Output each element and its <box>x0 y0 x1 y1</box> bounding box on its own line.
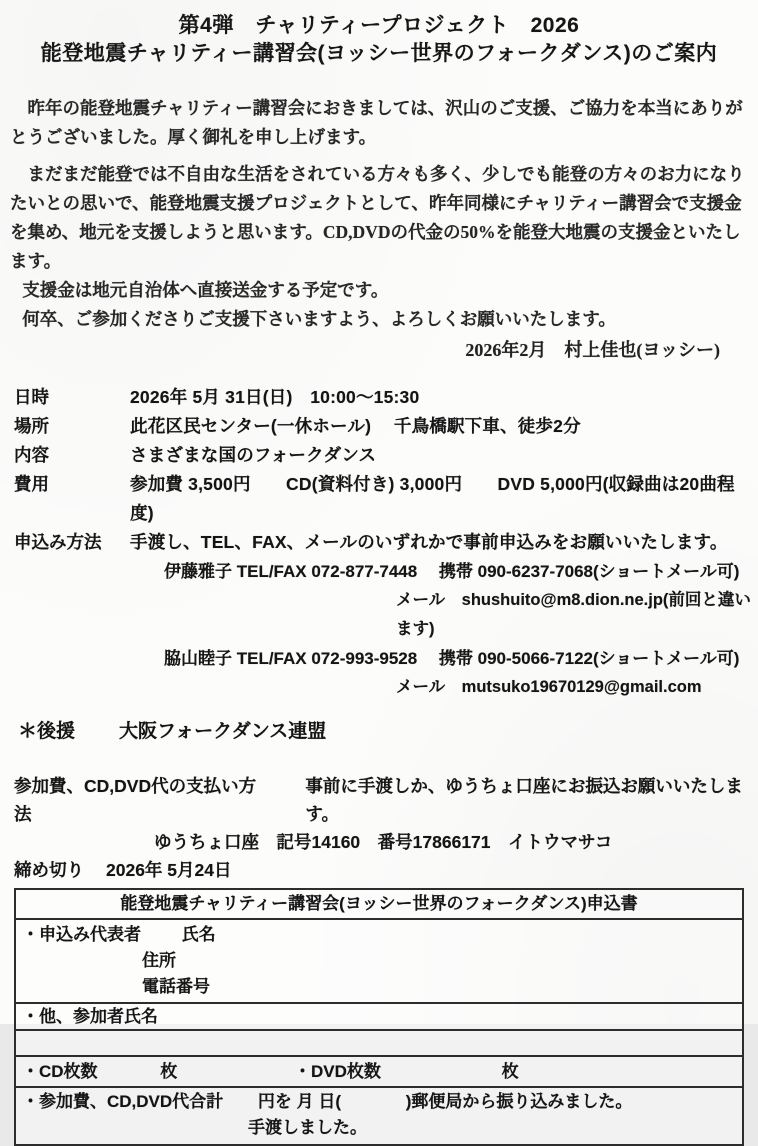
detail-value-fee: 参加費 3,500円 CD(資料付き) 3,000円 DVD 5,000円(収録曲は20曲程度) <box>130 474 735 523</box>
contact-email-ito: メール shushuito@m8.dion.ne.jp(前回と違います) <box>396 591 751 638</box>
event-details <box>14 383 758 702</box>
intro-section <box>10 94 748 334</box>
signature-line: 2026年2月 村上佳也(ヨッシー) <box>465 340 720 360</box>
form-empty-row <box>16 1029 742 1055</box>
form-others-row <box>16 1002 742 1029</box>
payment-method-label: 参加費、CD,DVD代の支払い方法 <box>14 776 257 824</box>
detail-label-datetime: 日時 <box>14 387 49 407</box>
intro-paragraph-1: 昨年の能登地震チャリティー講習会におきましては、沢山のご支援、ご協力を本当にありがとうございました。厚く御礼を申し上げます。 <box>10 98 743 147</box>
detail-row-datetime <box>14 383 758 412</box>
form-representative-label: ・申込み代表者 <box>22 925 141 944</box>
deadline-value: 2026年 5月24日 <box>106 860 232 880</box>
payment-account-line: ゆうちょ口座 記号14160 番号17866171 イトウマサコ <box>154 832 613 852</box>
detail-label-apply-method: 申込み方法 <box>14 532 102 552</box>
form-total-label: ・参加費、CD,DVD代合計 <box>22 1092 224 1111</box>
form-representative-row <box>16 918 742 1002</box>
intro-paragraph-2: まだまだ能登では不自由な生活をされている方々も多く、少しでも能登の方々のお力になりたいとの思いで、能登地震支援プロジェクトとして、昨年同様にチャリティー講習会で支援金を集め、地元を支援しようと思います。CD,DVDの代金の50%を能登大地震の支援金といたします。 <box>10 164 745 271</box>
detail-value-place: 此花区民センター(一休ホール) 千鳥橋駅下車、徒歩2分 <box>130 416 581 436</box>
deadline-label: 締め切り <box>14 860 84 880</box>
contact-email-wakiyama: メール mutsuko19670129@gmail.com <box>396 678 702 696</box>
form-title-row <box>16 890 742 918</box>
form-total-postoffice-label: )郵便局から振り込みました。 <box>405 1092 633 1111</box>
form-cd-unit-label: 枚 <box>160 1062 178 1081</box>
detail-row-content <box>14 441 758 470</box>
payment-section <box>14 772 758 884</box>
form-dvd-unit-label: 枚 <box>501 1062 519 1081</box>
detail-label-content: 内容 <box>14 445 49 465</box>
intro-paragraph-4: 何卒、ご参加くださりご支援下さいますよう、よろしくお願いいたします。 <box>22 309 616 329</box>
form-name-label: 氏名 <box>181 925 216 944</box>
form-title: 能登地震チャリティー講習会(ヨッシー世界のフォークダンス)申込書 <box>120 894 638 913</box>
form-phone-label: 電話番号 <box>142 977 210 996</box>
form-dvd-count-label: ・DVD枚数 <box>294 1062 381 1081</box>
form-total-yen-date-label: 円を 月 日( <box>257 1092 342 1111</box>
detail-value-apply-method: 手渡し、TEL、FAX、メールのいずれかで事前申込みをお願いいたします。 <box>130 532 728 552</box>
form-total-row <box>16 1086 742 1144</box>
detail-label-fee: 費用 <box>14 474 49 494</box>
intro-paragraph-3: 支援金は地元自治体へ直接送金する予定です。 <box>22 280 389 300</box>
form-address-label: 住所 <box>142 951 176 970</box>
detail-row-place <box>14 412 758 441</box>
support-line <box>18 718 758 746</box>
detail-value-content: さまざまな国のフォークダンス <box>130 445 377 465</box>
form-others-label: ・他、参加者氏名 <box>22 1007 158 1026</box>
payment-deadline-line <box>14 856 758 884</box>
form-cd-dvd-row <box>16 1055 742 1086</box>
form-cd-count-label: ・CD枚数 <box>22 1062 98 1081</box>
form-handed-label: 手渡しました。 <box>248 1118 367 1137</box>
detail-row-apply-method <box>14 528 758 557</box>
doc-title-line1: 第4弾 チャリティープロジェクト 2026 <box>178 14 580 37</box>
detail-row-fee <box>14 470 758 528</box>
support-label: ＊後援 <box>18 721 76 742</box>
payment-method-value: 事前に手渡しか、ゆうちょ口座にお振込お願いいたします。 <box>305 776 743 824</box>
doc-title-line2: 能登地震チャリティー講習会(ヨッシー世界のフォークダンス)のご案内 <box>40 42 718 65</box>
payment-method-line <box>14 772 758 828</box>
detail-value-datetime: 2026年 5月 31日(日) 10:00～15:30 <box>130 387 420 407</box>
contact-line-wakiyama: 脇山睦子 TEL/FAX 072-993-9528 携帯 090-5066-7122(ショートメール可) <box>164 649 740 668</box>
application-form-table <box>14 888 744 1146</box>
detail-label-place: 場所 <box>14 416 49 436</box>
support-value: 大阪フォークダンス連盟 <box>119 721 327 742</box>
contact-line-ito: 伊藤雅子 TEL/FAX 072-877-7448 携帯 090-6237-7068(ショートメール可) <box>164 562 740 581</box>
